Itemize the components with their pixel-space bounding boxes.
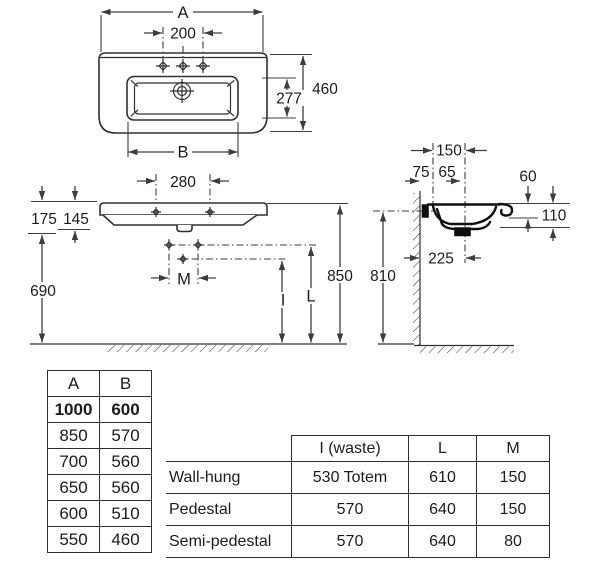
size-table-row <box>48 449 152 475</box>
size-table-row <box>48 423 152 449</box>
size-table-cell: 550 <box>48 527 100 553</box>
dim-label-l: L <box>306 287 316 306</box>
installation-cell: 530 Totem <box>292 462 409 494</box>
dim-label-65: 65 <box>438 164 456 181</box>
installation-cell: 150 <box>477 462 550 494</box>
size-table-cell: 510 <box>100 501 152 527</box>
installation-table-header-l: L <box>409 436 477 462</box>
installation-cell: 570 <box>292 526 409 558</box>
installation-cell: 150 <box>477 494 550 526</box>
dim-label-110: 110 <box>541 207 567 225</box>
installation-cell: 640 <box>409 494 477 526</box>
size-table-row <box>48 475 152 501</box>
installation-row-label: Wall-hung <box>166 462 292 494</box>
dim-label-280: 280 <box>170 174 196 191</box>
fixing-hole-icon <box>164 240 203 264</box>
size-table-header-row <box>48 371 152 397</box>
dim-label-150: 150 <box>436 142 462 160</box>
size-table-row <box>48 527 152 553</box>
size-table-row <box>48 397 152 423</box>
dim-label-75: 75 <box>412 164 430 181</box>
size-table-cell: 460 <box>100 527 152 553</box>
dim-label-175: 175 <box>31 211 57 228</box>
dim-label-850: 850 <box>327 268 353 285</box>
installation-row-label: Semi-pedestal <box>166 526 292 558</box>
basin-front-body <box>103 215 257 225</box>
size-table-cell: 1000 <box>48 397 100 423</box>
size-table-row <box>48 501 152 527</box>
floor-hatch <box>108 345 268 352</box>
dim-label-810: 810 <box>370 268 396 285</box>
size-table <box>47 370 152 553</box>
installation-table-row <box>166 494 550 526</box>
size-table-header-b: B <box>100 371 152 397</box>
dimension-labels <box>30 4 567 310</box>
installation-table-header-waste: I (waste) <box>292 436 409 462</box>
dim-label-690: 690 <box>30 283 56 300</box>
dim-label-i: I <box>280 291 286 310</box>
installation-table-row <box>166 526 550 558</box>
installation-cell: 80 <box>477 526 550 558</box>
size-table-cell: 570 <box>100 423 152 449</box>
installation-cell: 640 <box>409 526 477 558</box>
dim-label-225: 225 <box>428 250 454 268</box>
wall-hatch <box>413 193 420 346</box>
size-table-cell: 560 <box>100 449 152 475</box>
side-view <box>373 143 570 353</box>
installation-cell: 570 <box>292 494 409 526</box>
floor-hatch <box>420 347 514 354</box>
installation-table-header-row <box>166 436 550 462</box>
installation-table <box>166 435 550 558</box>
size-table-cell: 600 <box>100 397 152 423</box>
trap-front <box>177 225 192 232</box>
size-table-cell: 560 <box>100 475 152 501</box>
front-view <box>28 174 348 352</box>
size-table-cell: 850 <box>48 423 100 449</box>
top-view <box>99 12 312 157</box>
dim-label-b: B <box>177 143 189 162</box>
dim-label-200: 200 <box>170 25 196 43</box>
installation-cell: 610 <box>409 462 477 494</box>
dim-label-277: 277 <box>276 90 302 108</box>
installation-table-corner <box>166 436 292 462</box>
dim-label-60: 60 <box>519 168 537 186</box>
installation-table-header-m: M <box>477 436 550 462</box>
installation-table-row <box>166 462 550 494</box>
basin-front-profile <box>100 203 267 215</box>
size-table-cell: 650 <box>48 475 100 501</box>
installation-row-label: Pedestal <box>166 494 292 526</box>
size-table-cell: 700 <box>48 449 100 475</box>
dim-label-a: A <box>177 4 189 22</box>
size-table-header-a: A <box>48 371 100 397</box>
size-table-cell: 600 <box>48 501 100 527</box>
label-masks <box>27 4 571 308</box>
basin-section <box>423 204 513 236</box>
dim-label-m: M <box>177 270 191 289</box>
dim-label-145: 145 <box>63 211 89 228</box>
dim-label-460: 460 <box>312 81 338 98</box>
